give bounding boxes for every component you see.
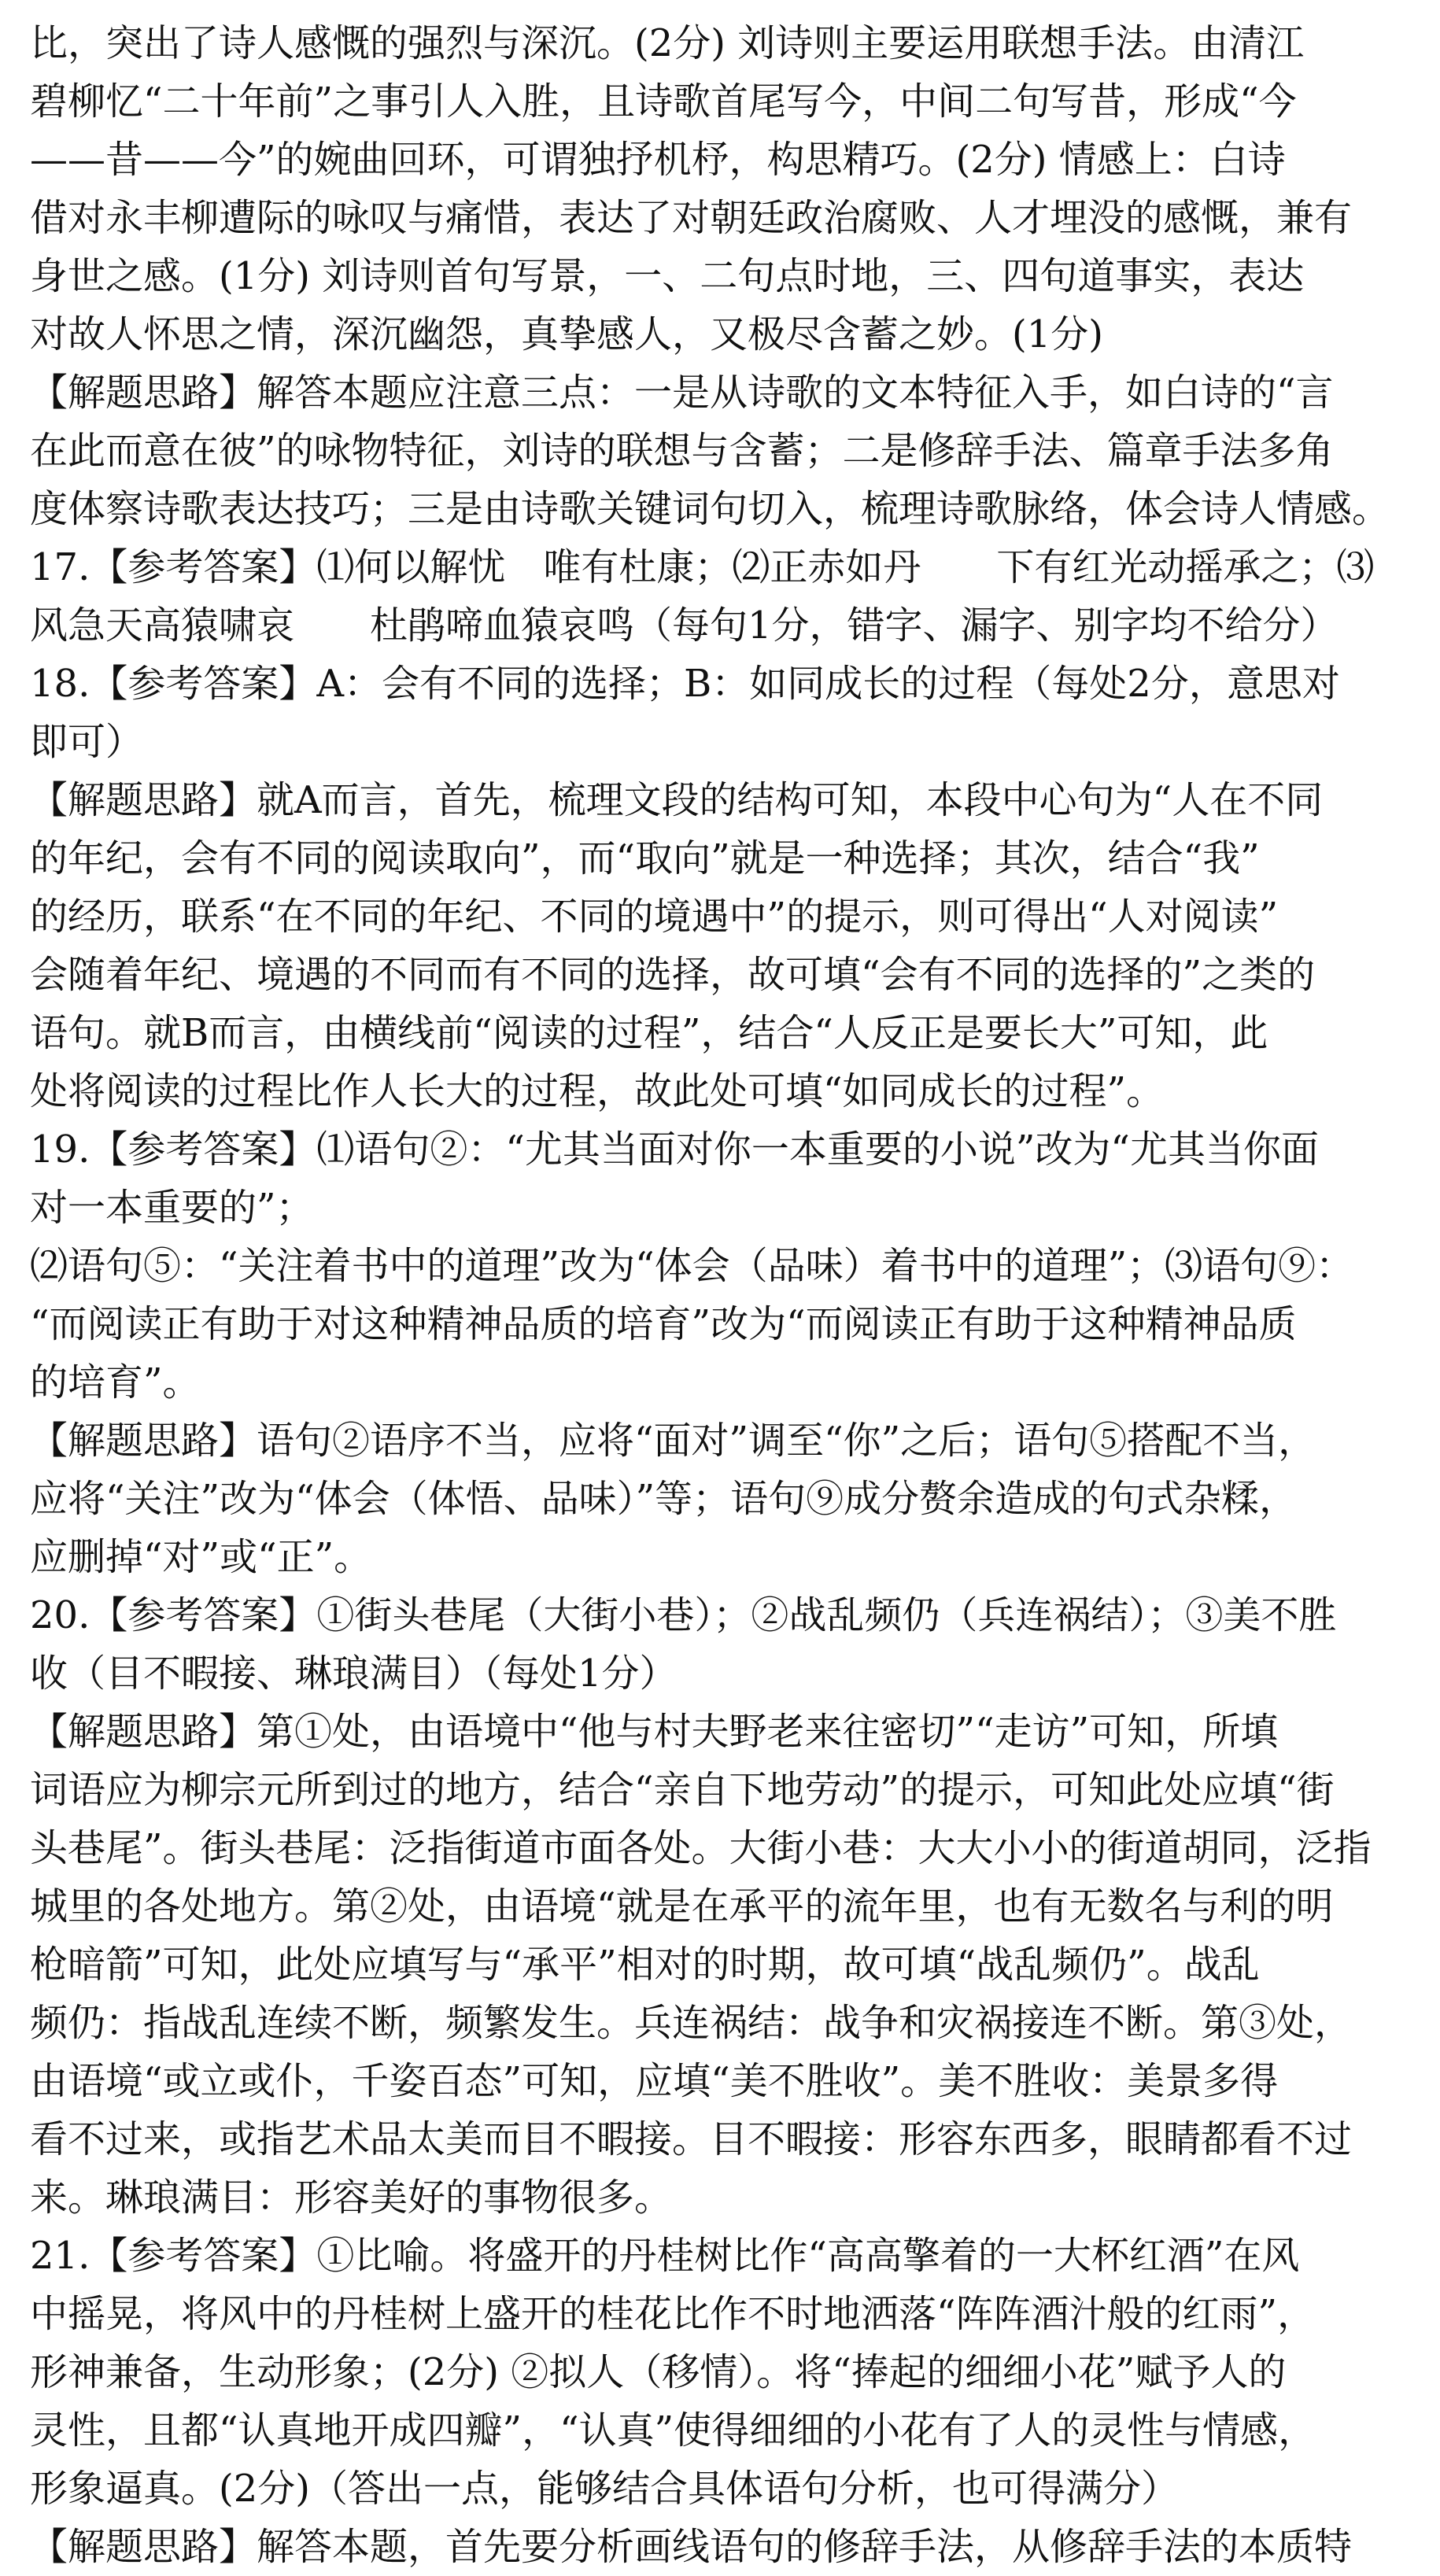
- text-line: 频仍：指战乱连续不断，频繁发生。兵连祸结：战争和灾祸接连不断。第③处，: [30, 2001, 1353, 2045]
- text-line: 度体察诗歌表达技巧；三是由诗歌关键词句切入，梳理诗歌脉络，体会诗人情感。: [30, 487, 1390, 531]
- text-line: 身世之感。(1分) 刘诗则首句写景，一、二句点时地，三、四句道事实，表达: [30, 254, 1305, 298]
- text-line: 【解题思路】语句②语序不当，应将“面对”调至“你”之后；语句⑤搭配不当，: [30, 1419, 1316, 1463]
- text-line: 17.【参考答案】⑴何以解忧 唯有杜康；⑵正赤如丹 下有红光动摇承之；⑶: [30, 545, 1375, 589]
- text-line: 对一本重要的”；: [30, 1186, 314, 1230]
- text-line: 【解题思路】就A而言，首先，梳理文段的结构可知，本段中心句为“人在不同: [30, 778, 1324, 822]
- text-line: 借对永丰柳遭际的咏叹与痛惜，表达了对朝廷政治腐败、人才埋没的感慨，兼有: [30, 196, 1353, 240]
- text-line: 即可）: [30, 720, 144, 764]
- text-line: 中摇晃，将风中的丹桂树上盛开的桂花比作不时地洒落“阵阵酒汁般的红雨”，: [30, 2292, 1316, 2336]
- text-line: 【解题思路】解答本题，首先要分析画线语句的修辞手法，从修辞手法的本质特: [30, 2525, 1353, 2569]
- text-line: 形神兼备，生动形象；(2分) ②拟人（移情）。将“捧起的细细小花”赋予人的: [30, 2350, 1287, 2394]
- text-line: 看不过来，或指艺术品太美而目不暇接。目不暇接：形容东西多，眼睛都看不过: [30, 2117, 1353, 2161]
- text-line: 的经历，联系“在不同的年纪、不同的境遇中”的提示，则可得出“人对阅读”: [30, 895, 1279, 939]
- text-line: 处将阅读的过程比作人长大的过程，故此处可填“如同成长的过程”。: [30, 1069, 1165, 1113]
- text-line: 形象逼真。(2分)（答出一点，能够结合具体语句分析，也可得满分）: [30, 2467, 1179, 2511]
- text-line: 的培育”。: [30, 1360, 201, 1404]
- text-line: 20.【参考答案】①街头巷尾（大街小巷）；②战乱频仍（兵连祸结）；③美不胜: [30, 1593, 1337, 1637]
- text-line: 会随着年纪、境遇的不同而有不同的选择，故可填“会有不同的选择的”之类的: [30, 953, 1316, 997]
- text-line: 词语应为柳宗元所到过的地方，结合“亲自下地劳动”的提示，可知此处应填“街: [30, 1768, 1335, 1812]
- text-line: ——昔——今”的婉曲回环，可谓独抒机杼，构思精巧。(2分) 情感上：白诗: [30, 138, 1286, 182]
- text-line: “而阅读正有助于对这种精神品质的培育”改为“而阅读正有助于这种精神品质: [30, 1302, 1297, 1346]
- text-line: 的年纪，会有不同的阅读取向”，而“取向”就是一种选择；其次，结合“我”: [30, 836, 1260, 880]
- text-line: 应删掉“对”或“正”。: [30, 1535, 372, 1579]
- text-line: 【解题思路】第①处，由语境中“他与村夫野老来往密切”“走访”可知，所填: [30, 1710, 1279, 1754]
- text-line: 碧柳忆“二十年前”之事引人入胜，且诗歌首尾写今，中间二句写昔，形成“今: [30, 79, 1297, 124]
- text-line: 灵性，且都“认真地开成四瓣”，“认真”使得细细的小花有了人的灵性与情感，: [30, 2408, 1316, 2452]
- text-line: 城里的各处地方。第②处，由语境“就是在承平的流年里，也有无数名与利的明: [30, 1884, 1334, 1928]
- text-line: 枪暗箭”可知，此处应填写与“承平”相对的时期，故可填“战乱频仍”。战乱: [30, 1943, 1260, 1987]
- text-line: 由语境“或立或仆，千姿百态”可知，应填“美不胜收”。美不胜收：美景多得: [30, 2059, 1279, 2103]
- text-line: 对故人怀思之情，深沉幽怨，真挚感人，又极尽含蓄之妙。(1分): [30, 312, 1103, 356]
- text-line: 收（目不暇接、琳琅满目）（每处1分）: [30, 1652, 678, 1696]
- text-line: 19.【参考答案】⑴语句②：“尤其当面对你一本重要的小说”改为“尤其当你面: [30, 1127, 1319, 1172]
- text-line: ⑵语句⑤：“关注着书中的道理”改为“体会（品味）着书中的道理”；⑶语句⑨：: [30, 1244, 1354, 1288]
- text-line: 21.【参考答案】①比喻。将盛开的丹桂树比作“高高擎着的一大杯红酒”在风: [30, 2234, 1300, 2278]
- text-line: 头巷尾”。街头巷尾：泛指街道市面各处。大街小巷：大大小小的街道胡同，泛指: [30, 1826, 1372, 1870]
- text-line: 比，突出了诗人感慨的强烈与深沉。(2分) 刘诗则主要运用联想手法。由清江: [30, 21, 1305, 65]
- text-line: 应将“关注”改为“体会（体悟、品味）”等；语句⑨成分赘余造成的句式杂糅，: [30, 1477, 1298, 1521]
- text-line: 【解题思路】解答本题应注意三点：一是从诗歌的文本特征入手，如白诗的“言: [30, 371, 1334, 415]
- text-line: 语句。就B而言，由横线前“阅读的过程”，结合“人反正是要长大”可知，此: [30, 1011, 1268, 1055]
- text-line: 在此而意在彼”的咏物特征，刘诗的联想与含蓄；二是修辞手法、篇章手法多角: [30, 429, 1334, 473]
- answer-text-block: [30, 14, 1416, 2576]
- text-line: 来。琳琅满目：形容美好的事物很多。: [30, 2176, 673, 2220]
- text-line: 风急天高猿啸哀 杜鹃啼血猿哀鸣（每句1分，错字、漏字、别字均不给分）: [30, 603, 1338, 648]
- text-line: 18.【参考答案】A：会有不同的选择；B：如同成长的过程（每处2分，意思对: [30, 662, 1340, 706]
